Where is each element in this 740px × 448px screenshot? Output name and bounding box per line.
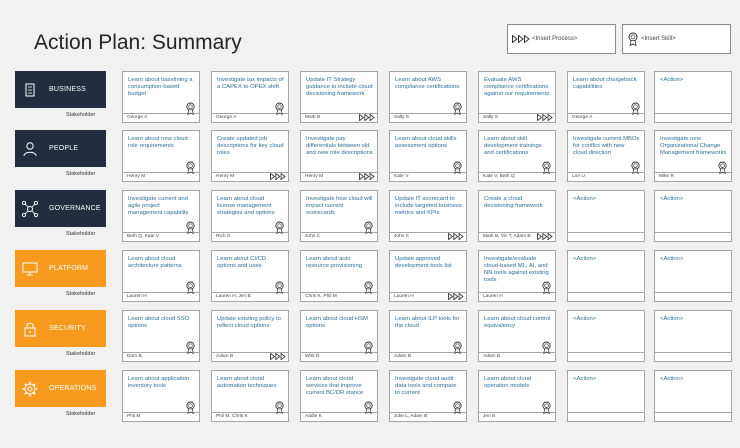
action-card-text: Learn about cloud operation models: [484, 376, 532, 389]
action-card-text: Investigate how cloud will impact current scorecards: [306, 196, 373, 216]
action-card-stakeholder-bar: [568, 352, 644, 361]
action-card-stakeholder: Mark B, Vic T, Adam B: [483, 234, 531, 239]
action-card[interactable]: [654, 310, 732, 362]
ribbon-badge-icon: [452, 102, 463, 120]
action-card-stakeholder: George A: [216, 115, 237, 120]
ribbon-badge-icon: [363, 221, 374, 239]
action-card-stakeholder-bar: [655, 232, 731, 241]
action-card-stakeholder: Beth Q, Kate V: [127, 234, 159, 239]
action-card[interactable]: [300, 71, 378, 123]
action-card[interactable]: [211, 370, 289, 422]
action-card-stakeholder: Chris K, Phil M: [305, 294, 337, 299]
action-card-text: Investigate current and agile project management capability: [128, 196, 189, 216]
action-card-stakeholder: Kate V, Beth Q: [483, 174, 515, 179]
action-card[interactable]: [211, 310, 289, 362]
ribbon-badge-icon: [274, 221, 285, 239]
action-card[interactable]: [654, 71, 732, 123]
row-label-text: PEOPLE: [49, 145, 79, 152]
action-card[interactable]: [122, 71, 200, 123]
legend-insert-process-label: <Insert Process>: [532, 36, 578, 42]
ribbon-badge-icon: [363, 401, 374, 419]
action-card-text: Update approved development tools list: [395, 256, 452, 269]
ribbon-badge-icon: [185, 341, 196, 359]
process-arrows-icon: [270, 353, 286, 360]
ribbon-badge-icon: [363, 281, 374, 299]
action-card-text: Investigate/evaluate cloud-based ML, AI, and NN tools against existing tools: [484, 256, 549, 283]
process-arrows-icon: [537, 114, 553, 121]
action-card-stakeholder: Adam B: [483, 354, 501, 359]
ribbon-badge-icon: [274, 102, 285, 120]
stakeholder-label: Stakeholder: [66, 112, 96, 118]
action-card-text: Learn about cloud skills assessment options: [395, 136, 457, 149]
action-card-stakeholder-bar: [568, 292, 644, 301]
ribbon-badge-icon: [185, 161, 196, 179]
ribbon-badge-icon: [541, 401, 552, 419]
ribbon-badge-icon: [630, 102, 641, 120]
action-card[interactable]: [654, 250, 732, 302]
ribbon-badge-icon: [363, 341, 374, 359]
ribbon-badge-icon: [541, 161, 552, 179]
action-card-text: Create a cloud decisioning framework: [484, 196, 543, 209]
action-card-text: Learn about AWS compliance certifications: [395, 77, 460, 90]
action-card-stakeholder: Lauren H, Jen B: [216, 294, 251, 299]
action-card-text: Learn about skill development trainings and certifications: [484, 136, 542, 156]
process-arrows-icon: [512, 35, 530, 43]
legend-insert-skill: [622, 24, 731, 54]
action-card-stakeholder: Dom B: [127, 354, 142, 359]
ribbon-badge-icon: [541, 341, 552, 359]
action-card[interactable]: [300, 130, 378, 182]
action-card-stakeholder: Sally S: [394, 115, 409, 120]
ribbon-badge-icon: [274, 401, 285, 419]
gears-icon: [17, 380, 43, 398]
action-card-text: <Action>: [660, 77, 684, 83]
action-card-stakeholder: Adam B: [216, 354, 234, 359]
action-card[interactable]: [122, 250, 200, 302]
action-card[interactable]: [478, 190, 556, 242]
action-card[interactable]: [478, 250, 556, 302]
row-label-text: GOVERNANCE: [49, 205, 101, 212]
action-card-stakeholder-bar: [655, 352, 731, 361]
action-card-stakeholder: Phil M: [127, 414, 141, 419]
ribbon-badge-icon: [452, 341, 463, 359]
action-card-text: Update IT scorecard to include targeted business metrics and KPIs: [395, 196, 462, 216]
action-card-text: Learn about chargeback capabilities: [573, 77, 637, 90]
ribbon-badge-icon: [185, 102, 196, 120]
action-card[interactable]: [389, 71, 467, 123]
network-icon: [17, 200, 43, 218]
row-label-text: BUSINESS: [49, 86, 86, 93]
action-card[interactable]: [389, 130, 467, 182]
action-card[interactable]: [567, 250, 645, 302]
ribbon-badge-icon: [185, 221, 196, 239]
action-card-text: <Action>: [573, 316, 597, 322]
row-label-platform: [15, 250, 106, 287]
lock-icon: [17, 321, 43, 337]
row-label-text: OPERATIONS: [49, 385, 97, 392]
row-label-operations: [15, 370, 106, 407]
process-arrows-icon: [448, 293, 464, 300]
action-card-stakeholder: Lori U: [572, 174, 585, 179]
action-card[interactable]: [478, 71, 556, 123]
stakeholder-label: Stakeholder: [66, 171, 96, 177]
action-card-stakeholder-bar: [655, 412, 731, 421]
row-label-governance: [15, 190, 106, 227]
action-card-stakeholder-bar: [568, 412, 644, 421]
action-card[interactable]: [122, 370, 200, 422]
ribbon-badge-icon: [541, 281, 552, 299]
process-arrows-icon: [270, 173, 286, 180]
action-card-text: Investigate cloud audit data tools and compare to current: [395, 376, 457, 396]
action-card[interactable]: [389, 310, 467, 362]
action-card-text: Update existing policy to reflect cloud options: [217, 316, 281, 329]
action-card[interactable]: [300, 250, 378, 302]
action-card-text: Create updated job descriptions for key cloud roles: [217, 136, 284, 156]
action-card-text: Learn about CI/CD options and uses: [217, 256, 267, 269]
action-card[interactable]: [211, 250, 289, 302]
legend-insert-process: [507, 24, 616, 54]
action-card-text: Learn about application inventory tools: [128, 376, 190, 389]
action-card-text: Learn about cloud architecture patterns: [128, 256, 182, 269]
action-card-text: Learn about cloud license management strategies and options: [217, 196, 275, 216]
action-card-stakeholder: Henry M: [127, 174, 146, 179]
row-label-business: [15, 71, 106, 108]
ribbon-badge-icon: [452, 161, 463, 179]
action-card-text: Update IT Strategy guidance to include cloud decisioning framework: [306, 77, 373, 97]
action-card[interactable]: [567, 190, 645, 242]
action-card[interactable]: [567, 71, 645, 123]
action-card-text: Investigate new Organizational Change Management frameworks: [660, 136, 727, 156]
action-card-text: <Action>: [660, 256, 684, 262]
action-card-text: Learn about cloud control equivalency: [484, 316, 551, 329]
action-card-stakeholder: Addie K: [305, 414, 322, 419]
action-card-text: Learn about auto resource provisioning: [306, 256, 362, 269]
action-card[interactable]: [654, 190, 732, 242]
action-card-stakeholder: Henry M: [305, 174, 324, 179]
action-card-stakeholder: George A: [572, 115, 593, 120]
action-card-stakeholder: Jen B: [483, 414, 496, 419]
building-icon: [17, 83, 43, 97]
process-arrows-icon: [359, 114, 375, 121]
action-card[interactable]: [654, 370, 732, 422]
process-arrows-icon: [359, 173, 375, 180]
action-card-text: <Action>: [660, 196, 684, 202]
action-card[interactable]: [567, 130, 645, 182]
action-card-stakeholder: Lauren H: [394, 294, 414, 299]
action-card-stakeholder: Whit D: [305, 354, 320, 359]
action-card-stakeholder-bar: [568, 232, 644, 241]
action-card[interactable]: [122, 310, 200, 362]
process-arrows-icon: [537, 233, 553, 240]
action-card-text: <Action>: [660, 376, 684, 382]
stakeholder-label: Stakeholder: [66, 291, 96, 297]
action-card-stakeholder: Julie L, Adam B: [394, 414, 428, 419]
action-card-stakeholder: Henry M: [216, 174, 235, 179]
action-card-stakeholder: John C: [394, 234, 410, 239]
action-card-stakeholder: Rich G: [216, 234, 231, 239]
page-title: Action Plan: Summary: [34, 31, 242, 54]
action-card[interactable]: [567, 310, 645, 362]
action-card-text: Learn about cloud HSM options: [306, 316, 368, 329]
stakeholder-label: Stakeholder: [66, 351, 96, 357]
ribbon-badge-icon: [452, 401, 463, 419]
action-card-stakeholder: Sally S: [483, 115, 498, 120]
action-card-stakeholder: George A: [127, 115, 148, 120]
person-icon: [17, 141, 43, 157]
action-card-text: Learn about cloud automation techniques: [217, 376, 277, 389]
action-card[interactable]: [389, 190, 467, 242]
action-card[interactable]: [211, 71, 289, 123]
action-card-text: Learn about ILP tools for the cloud: [395, 316, 460, 329]
action-card-stakeholder: Lauren H: [127, 294, 147, 299]
row-label-text: PLATFORM: [49, 265, 89, 272]
row-label-security: [15, 310, 106, 347]
action-card-text: Evaluate AWS compliance certifications against our requirements: [484, 77, 550, 97]
action-card[interactable]: [567, 370, 645, 422]
action-card-stakeholder-bar: [655, 292, 731, 301]
ribbon-badge-icon: [630, 161, 641, 179]
action-card[interactable]: [300, 190, 378, 242]
action-card-text: <Action>: [573, 196, 597, 202]
action-card-stakeholder: Lauren H: [483, 294, 503, 299]
action-card-stakeholder: Phil M, Chris K: [216, 414, 248, 419]
legend-insert-skill-label: <Insert Skill>: [641, 36, 676, 42]
action-card-stakeholder: Mike R: [659, 174, 674, 179]
action-card-stakeholder: Mark B: [305, 115, 321, 120]
row-label-people: [15, 130, 106, 167]
ribbon-badge-icon: [185, 281, 196, 299]
action-card-text: Learn about cloud SSO options: [128, 316, 190, 329]
row-label-text: SECURITY: [49, 325, 86, 332]
ribbon-badge-icon: [717, 161, 728, 179]
action-card[interactable]: [389, 250, 467, 302]
action-card-text: Investigate current MBOs for conflict with new cloud direction: [573, 136, 640, 156]
action-card[interactable]: [211, 130, 289, 182]
action-card[interactable]: [122, 190, 200, 242]
ribbon-badge-icon: [185, 401, 196, 419]
monitor-icon: [17, 262, 43, 276]
ribbon-badge-icon: [274, 281, 285, 299]
action-card[interactable]: [654, 130, 732, 182]
action-card-text: Investigate tax impacts of a CAPEX to OPEX shift: [217, 77, 284, 90]
action-card-text: <Action>: [573, 256, 597, 262]
action-card-stakeholder: John C: [305, 234, 321, 239]
action-card-text: <Action>: [660, 316, 684, 322]
action-card-text: <Action>: [573, 376, 597, 382]
action-card[interactable]: [122, 130, 200, 182]
stakeholder-label: Stakeholder: [66, 411, 96, 417]
action-card[interactable]: [478, 370, 556, 422]
action-card-text: Learn about baselining a consumption-based budget: [128, 77, 193, 97]
action-card-text: Learn about cloud services that improve current BC/DR stance: [306, 376, 364, 396]
process-arrows-icon: [448, 233, 464, 240]
action-card-stakeholder: Adam B: [394, 354, 412, 359]
action-card[interactable]: [478, 310, 556, 362]
action-card[interactable]: [211, 190, 289, 242]
stakeholder-label: Stakeholder: [66, 231, 96, 237]
action-card-text: Investigate pay differentials between old and new role descriptions: [306, 136, 373, 156]
action-card[interactable]: [389, 370, 467, 422]
action-card[interactable]: [300, 370, 378, 422]
action-card[interactable]: [478, 130, 556, 182]
action-card[interactable]: [300, 310, 378, 362]
action-card-stakeholder-bar: [655, 113, 731, 122]
action-card-stakeholder: Kate V: [394, 174, 409, 179]
ribbon-badge-icon: [627, 32, 639, 46]
action-card-text: Learn about new cloud role requirements: [128, 136, 188, 149]
